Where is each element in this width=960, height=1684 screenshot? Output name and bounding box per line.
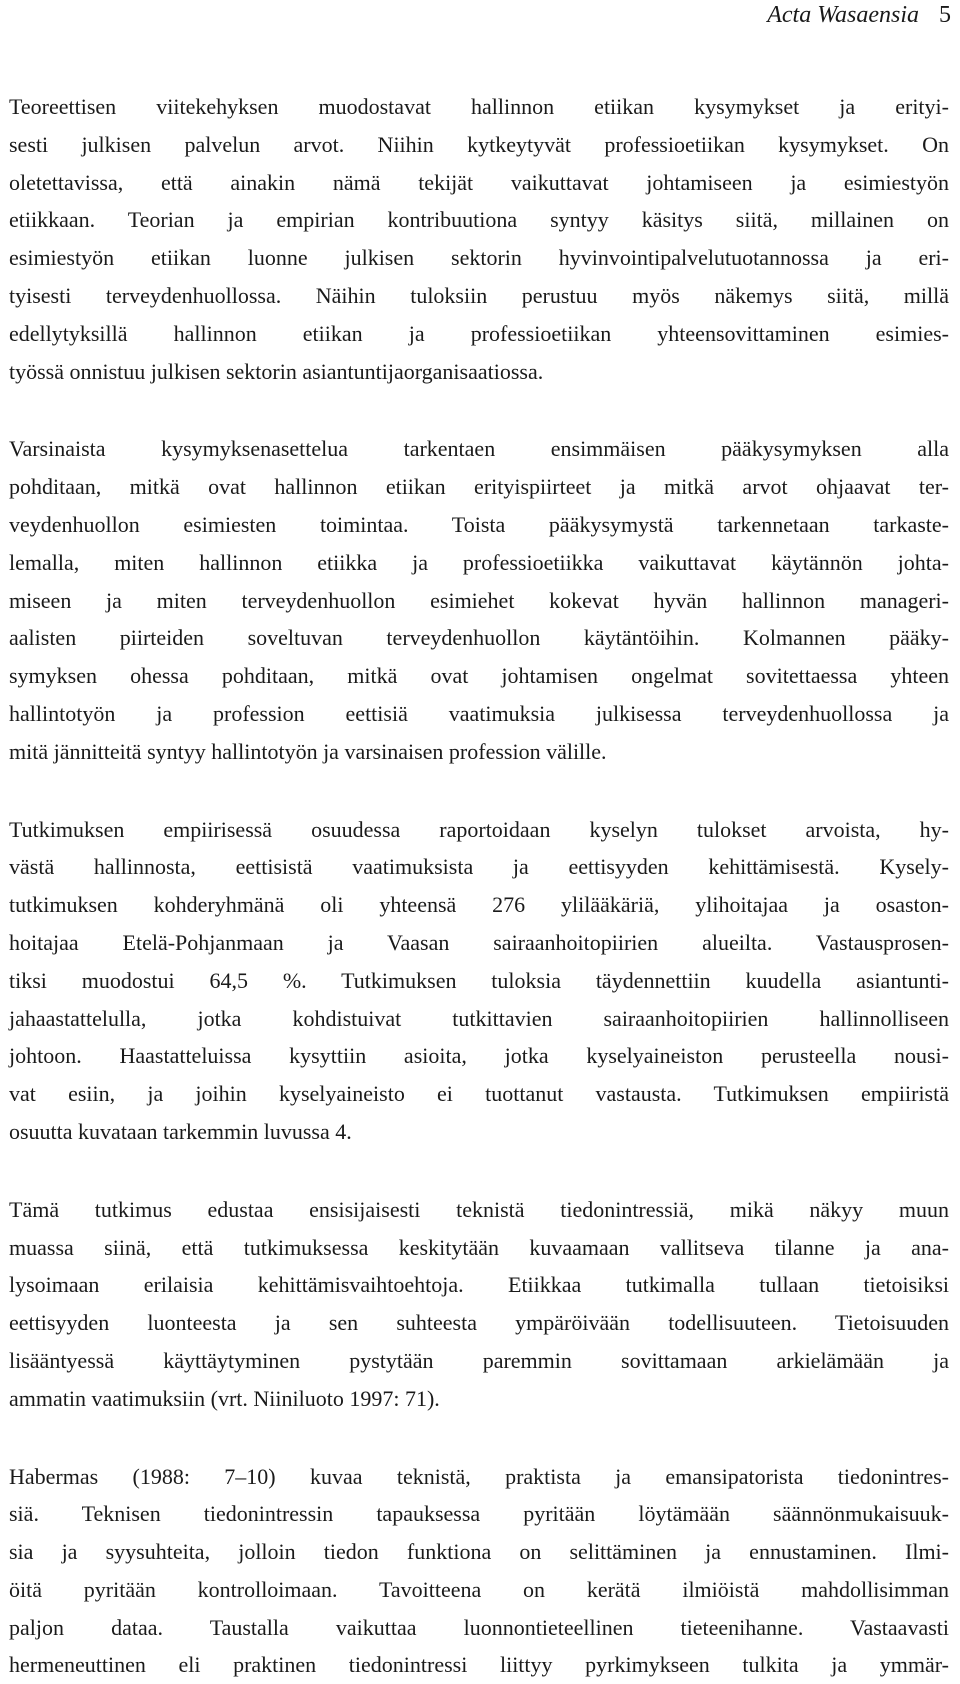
text-line: pohditaan, mitkä ovat hallinnon etiikan erityispiirteet ja mitkä arvot ohjaavat ter-	[9, 468, 949, 506]
text-line: osuutta kuvataan tarkemmin luvussa 4.	[9, 1113, 949, 1151]
text-line: mitä jännitteitä syntyy hallintotyön ja varsinaisen profession välille.	[9, 733, 949, 771]
text-line: tiksi muodostui 64,5 %. Tutkimuksen tuloksia täydennettiin kuudella asiantunti-	[9, 962, 949, 1000]
text-line: paljon dataa. Taustalla vaikuttaa luonnontieteellinen tieteenihanne. Vastaavasti	[9, 1609, 949, 1647]
text-line: Habermas (1988: 7–10) kuvaa teknistä, praktista ja emansipatorista tiedonintres-	[9, 1458, 949, 1496]
paragraph	[9, 811, 949, 1151]
text-line: tutkimuksen kohderyhmänä oli yhteensä 276 ylilääkäriä, ylihoitajaa ja osaston-	[9, 886, 949, 924]
text-line: hoitajaa Etelä-Pohjanmaan ja Vaasan sairaanhoitopiirien alueilta. Vastausprosen-	[9, 924, 949, 962]
page-number: 5	[939, 2, 951, 28]
text-line: vat esiin, ja joihin kyselyaineisto ei tuottanut vastausta. Tutkimuksen empiiristä	[9, 1075, 949, 1113]
text-line: veydenhuollon esimiesten toimintaa. Toista pääkysymystä tarkennetaan tarkaste-	[9, 506, 949, 544]
text-line: västä hallinnosta, eettisistä vaatimuksista ja eettisyyden kehittämisestä. Kysely-	[9, 848, 949, 886]
text-line: Varsinaista kysymyksenasettelua tarkentaen ensimmäisen pääkysymyksen alla	[9, 430, 949, 468]
text-line: jahaastattelulla, jotka kohdistuivat tutkittavien sairaanhoitopiirien hallinnolliseen	[9, 1000, 949, 1038]
running-head	[767, 0, 951, 30]
text-line: öitä pyritään kontrolloimaan. Tavoitteena on kerätä ilmiöistä mahdollisimman	[9, 1571, 949, 1609]
body-text	[9, 88, 949, 1684]
text-line: Teoreettisen viitekehyksen muodostavat hallinnon etiikan kysymykset ja erityi-	[9, 88, 949, 126]
text-line: oletettavissa, että ainakin nämä tekijät vaikuttavat johtamiseen ja esimiestyön	[9, 164, 949, 202]
text-line: sesti julkisen palvelun arvot. Niihin kytkeytyvät professioetiikan kysymykset. On	[9, 126, 949, 164]
text-line: siä. Teknisen tiedonintressin tapauksessa pyritään löytämään säännönmukaisuuk-	[9, 1495, 949, 1533]
text-line: lemalla, miten hallinnon etiikka ja professioetiikka vaikuttavat käytännön johta-	[9, 544, 949, 582]
text-line: esimiestyön etiikan luonne julkisen sektorin hyvinvointipalvelutuotannossa ja eri-	[9, 239, 949, 277]
text-line: Tämä tutkimus edustaa ensisijaisesti teknistä tiedonintressiä, mikä näkyy muun	[9, 1191, 949, 1229]
text-line: tyisesti terveydenhuollossa. Näihin tuloksiin perustuu myös näkemys siitä, millä	[9, 277, 949, 315]
text-line: symyksen ohessa pohditaan, mitkä ovat johtamisen ongelmat sovitettaessa yhteen	[9, 657, 949, 695]
paragraph	[9, 430, 949, 770]
paragraph	[9, 88, 949, 390]
text-line: edellytyksillä hallinnon etiikan ja professioetiikan yhteensovittaminen esimies-	[9, 315, 949, 353]
text-line: johtoon. Haastatteluissa kysyttiin asioita, jotka kyselyaineiston perusteella nousi-	[9, 1037, 949, 1075]
paragraph	[9, 1191, 949, 1418]
text-line: muassa siinä, että tutkimuksessa keskitytään kuvaamaan vallitseva tilanne ja ana-	[9, 1229, 949, 1267]
text-line: ammatin vaatimuksiin (vrt. Niiniluoto 1997: 71).	[9, 1380, 949, 1418]
text-line: lysoimaan erilaisia kehittämisvaihtoehtoja. Etiikkaa tutkimalla tullaan tietoisiksi	[9, 1266, 949, 1304]
journal-title: Acta Wasaensia	[767, 2, 919, 28]
text-line: hermeneuttinen eli praktinen tiedonintressi liittyy pyrkimykseen tulkita ja ymmär-	[9, 1646, 949, 1684]
text-line: eettisyyden luonteesta ja sen suhteesta ympäröivään todellisuuteen. Tietoisuuden	[9, 1304, 949, 1342]
text-line: työssä onnistuu julkisen sektorin asiantuntijaorganisaatiossa.	[9, 353, 949, 391]
text-line: Tutkimuksen empiirisessä osuudessa raportoidaan kyselyn tulokset arvoista, hy-	[9, 811, 949, 849]
text-line: etiikkaan. Teorian ja empirian kontribuutiona syntyy käsitys siitä, millainen on	[9, 201, 949, 239]
text-line: aalisten piirteiden soveltuvan terveydenhuollon käytäntöihin. Kolmannen pääky-	[9, 619, 949, 657]
text-line: miseen ja miten terveydenhuollon esimiehet kokevat hyvän hallinnon manageri-	[9, 582, 949, 620]
text-line: lisääntyessä käyttäytyminen pystytään paremmin sovittamaan arkielämään ja	[9, 1342, 949, 1380]
text-line: hallintotyön ja profession eettisiä vaatimuksia julkisessa terveydenhuollossa ja	[9, 695, 949, 733]
paragraph	[9, 1458, 949, 1684]
text-line: sia ja syysuhteita, jolloin tiedon funktiona on selittäminen ja ennustaminen. Ilmi-	[9, 1533, 949, 1571]
